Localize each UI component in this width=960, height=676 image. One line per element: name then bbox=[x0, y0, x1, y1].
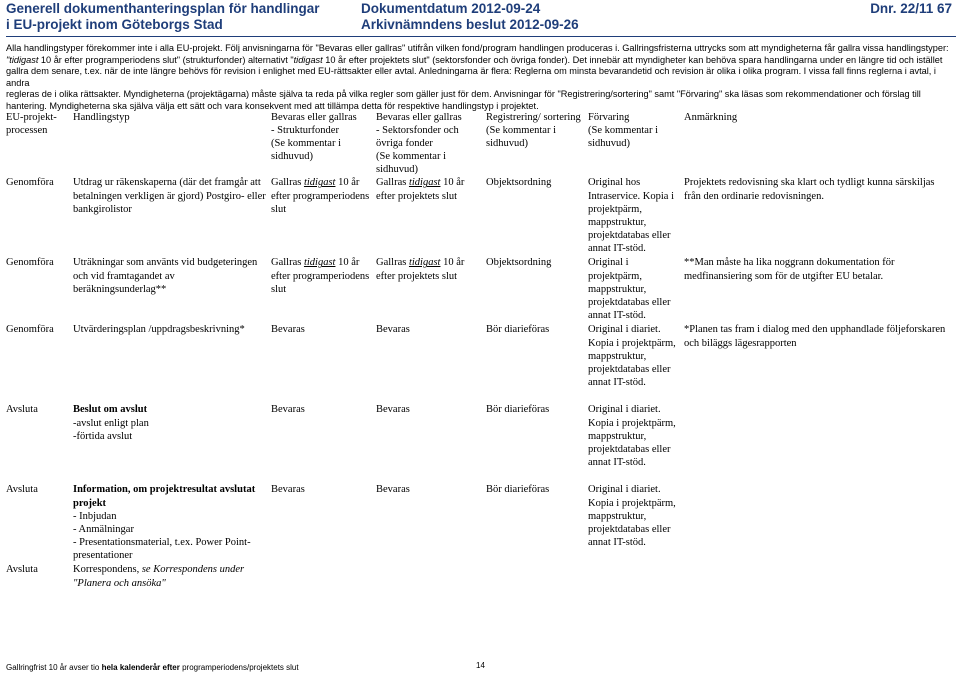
table-header-row bbox=[6, 110, 956, 176]
cell-sector bbox=[376, 563, 486, 593]
footer-text: programperiodens/projektets slut bbox=[179, 663, 299, 672]
intro-emphasis: "tidigast bbox=[6, 54, 39, 65]
table-row bbox=[6, 483, 956, 563]
cell-type-item: - Anmälningar bbox=[73, 523, 134, 535]
table-row bbox=[6, 323, 956, 403]
cell-registration bbox=[486, 563, 588, 593]
intro-line: Alla handlingstyper förekommer inte i alla EU-projekt. Följ anvisningarna för "Bevaras eller gallras" utifrån vilken fond/program handlingen produceras i. Gallringsfristerna uttrycks som att myndigheterna får gallra vissa handlingstyper: bbox=[6, 43, 949, 53]
footer-text: Gallringfrist bbox=[6, 663, 47, 672]
cell-sector: Bevaras bbox=[376, 404, 410, 416]
cell-sector bbox=[376, 256, 486, 323]
cell-type bbox=[73, 483, 271, 563]
cell-emphasis: tidigast bbox=[408, 177, 441, 189]
cell-text: Gallras bbox=[271, 177, 304, 189]
cell-sector: Bevaras bbox=[376, 484, 410, 496]
cell-emphasis: tidigast bbox=[408, 257, 441, 269]
page-header bbox=[6, 0, 956, 34]
header-text: - Strukturfonder bbox=[271, 125, 339, 137]
intro-text bbox=[6, 43, 956, 112]
page-footer bbox=[6, 663, 956, 673]
header-text: Bevaras eller gallras bbox=[376, 112, 462, 123]
table-row bbox=[6, 563, 956, 593]
cell-text: Korrespondens, bbox=[73, 564, 142, 576]
cell-structural bbox=[271, 563, 376, 593]
column-header-process: EU-projekt-processen bbox=[6, 112, 57, 137]
cell-type-item: -avslut enligt plan bbox=[73, 417, 149, 429]
cell-process: Genomföra bbox=[6, 257, 54, 269]
cell-registration: Bör diarieföras bbox=[486, 324, 550, 336]
cell-storage: Original i diariet. Kopia i projektpärm, mappstruktur, projektdatabas eller annat IT-stöd. bbox=[588, 404, 676, 468]
cell-storage: Original i diariet. Kopia i projektpärm, mappstruktur, projektdatabas eller annat IT-stöd. bbox=[588, 484, 676, 548]
cell-registration: Bör diarieföras bbox=[486, 404, 550, 416]
intro-line bbox=[6, 55, 956, 67]
header-text: Registrering/ sortering bbox=[486, 112, 581, 123]
cell-type-item: - Presentationsmaterial, t.ex. Power Point-presentationer bbox=[73, 536, 251, 561]
cell-process: Avsluta bbox=[6, 404, 38, 416]
header-text: Förvaring bbox=[588, 112, 630, 123]
cell-process: Avsluta bbox=[6, 564, 38, 576]
cell-type-title: Beslut om avslut bbox=[73, 404, 148, 416]
cell-text: 10 år efter programperiodens slut bbox=[271, 177, 370, 215]
cell-structural bbox=[271, 256, 376, 323]
cell-remark bbox=[684, 483, 956, 563]
document-dates bbox=[361, 1, 579, 33]
cell-registration: Objektsordning bbox=[486, 257, 552, 269]
cell-reference: se Korrespondens under "Planera och ansöka" bbox=[73, 564, 245, 589]
document-date: Dokumentdatum 2012-09-24 bbox=[361, 1, 541, 16]
column-header-registration bbox=[486, 110, 588, 176]
cell-text: Gallras bbox=[376, 257, 409, 269]
footer-note bbox=[6, 663, 299, 672]
cell-type: Uträkningar som använts vid budgeteringen och vid framtagandet av beräkningsunderlag** bbox=[73, 257, 258, 295]
cell-sector: Bevaras bbox=[376, 324, 410, 336]
table-row bbox=[6, 256, 956, 323]
cell-structural: Bevaras bbox=[271, 404, 305, 416]
cell-text: 10 år efter programperiodens slut bbox=[271, 257, 370, 295]
cell-type-item: -förtida avslut bbox=[73, 430, 133, 442]
footer-text: 10 år avser tio bbox=[46, 663, 102, 672]
cell-emphasis: tidigast bbox=[303, 177, 336, 189]
intro-line: regleras de i olika rättsakter. Myndigheterna (projektägarna) måste själva ta reda på vilka regler som gäller just för dem. Anvisningar för "Registrering/sortering" samt "Förvaring" ska läsas som rekommendationer och förslag till bbox=[6, 89, 921, 99]
cell-storage: Original hos Intraservice. Kopia i projektpärm, mappstruktur, projektdatabas eller annat IT-stöd. bbox=[588, 177, 675, 254]
document-number: Dnr. 22/11 67 bbox=[870, 1, 952, 16]
intro-text-part: 10 år efter projektets slut" (sektorsfonder och övriga fonder). Det innebär att myndigheter kan behöva spara handlingarna under en längre tid och istället bbox=[322, 54, 943, 65]
intro-emphasis: tidigast bbox=[293, 54, 323, 65]
document-title-line2: i EU-projekt inom Göteborgs Stad bbox=[6, 17, 223, 32]
cell-sector bbox=[376, 176, 486, 256]
cell-storage: Original i diariet. Kopia i projektpärm, mappstruktur, projektdatabas eller annat IT-stöd. bbox=[588, 324, 676, 388]
cell-remark bbox=[684, 403, 956, 483]
cell-remark bbox=[684, 563, 956, 593]
page-number: 14 bbox=[476, 661, 485, 670]
cell-text: Gallras bbox=[271, 257, 304, 269]
footer-emphasis: hela kalenderår efter bbox=[101, 663, 180, 672]
header-text: Bevaras eller gallras bbox=[271, 112, 357, 123]
intro-text-part: 10 år efter programperiodens slut" (strukturfonder) alternativt " bbox=[38, 54, 294, 65]
cell-type-item: - Inbjudan bbox=[73, 510, 117, 522]
cell-remark: *Planen tas fram i dialog med den upphandlade följeforskaren och biläggs lägesrapporten bbox=[684, 324, 946, 349]
cell-storage: Original i projektpärm, mappstruktur, projektdatabas eller annat IT-stöd. bbox=[588, 257, 671, 321]
cell-type: Utdrag ur räkenskaperna (där det framgår att betalningen verkligen är gjord) Postgiro- eller bankgirolistor bbox=[73, 177, 266, 215]
cell-remark: **Man måste ha lika noggrann dokumentation för medfinansiering som för de utgifter EU betalar. bbox=[684, 257, 895, 282]
cell-structural bbox=[271, 176, 376, 256]
cell-registration: Objektsordning bbox=[486, 177, 552, 189]
column-header-remark: Anmärkning bbox=[684, 112, 738, 123]
table-row bbox=[6, 176, 956, 256]
cell-registration: Bör diarieföras bbox=[486, 484, 550, 496]
cell-structural: Bevaras bbox=[271, 324, 305, 336]
intro-line: hantering. Myndigheterna ska själva välja ett sätt och vara konsekvent med att tillämpa detta för respektive handlingstyp i projektet. bbox=[6, 100, 539, 111]
cell-remark: Projektets redovisning ska klart och tydligt kunna särskiljas från den ordinarie redovisningen. bbox=[684, 177, 935, 202]
cell-type bbox=[73, 563, 271, 593]
header-text: (Se kommentar i sidhuvud) bbox=[486, 125, 556, 150]
cell-type-title: Information, om projektresultat avslutat projekt bbox=[73, 484, 256, 509]
document-plan-table bbox=[6, 110, 956, 593]
cell-structural: Bevaras bbox=[271, 484, 305, 496]
cell-text: Gallras bbox=[376, 177, 409, 189]
header-text: (Se kommentar i sidhuvud) bbox=[376, 151, 446, 176]
cell-process: Genomföra bbox=[6, 324, 54, 336]
cell-type: Utvärderingsplan /uppdragsbeskrivning* bbox=[73, 324, 245, 336]
cell-storage bbox=[588, 563, 684, 593]
column-header-type: Handlingstyp bbox=[73, 112, 130, 123]
header-text: (Se kommentar i sidhuvud) bbox=[271, 138, 341, 163]
document-title bbox=[6, 1, 320, 33]
column-header-sector-funds bbox=[376, 110, 486, 176]
cell-emphasis: tidigast bbox=[303, 257, 336, 269]
document-title-line1: Generell dokumenthanteringsplan för handlingar bbox=[6, 1, 320, 16]
cell-process: Avsluta bbox=[6, 484, 38, 496]
header-text: - Sektorsfonder och övriga fonder bbox=[376, 125, 459, 150]
decision-date: Arkivnämndens beslut 2012-09-26 bbox=[361, 17, 579, 32]
table-row bbox=[6, 403, 956, 483]
cell-text: 10 år efter projektets slut bbox=[376, 257, 465, 282]
column-header-structural-funds bbox=[271, 110, 376, 176]
cell-process: Genomföra bbox=[6, 177, 54, 189]
cell-text: 10 år efter projektets slut bbox=[376, 177, 465, 202]
header-divider bbox=[6, 36, 956, 37]
header-text: (Se kommentar i sidhuvud) bbox=[588, 125, 658, 150]
cell-type bbox=[73, 403, 271, 483]
intro-line: gallra dem senare, t.ex. när de inte längre behövs för revision i enlighet med EU-rättsakter eller avtal. Anledningarna är flera: Reglerna om minsta bevarandetid och revision är olika i olika program. I vissa fall finns reglerna i avtal, i andra bbox=[6, 66, 936, 88]
column-header-storage bbox=[588, 110, 684, 176]
